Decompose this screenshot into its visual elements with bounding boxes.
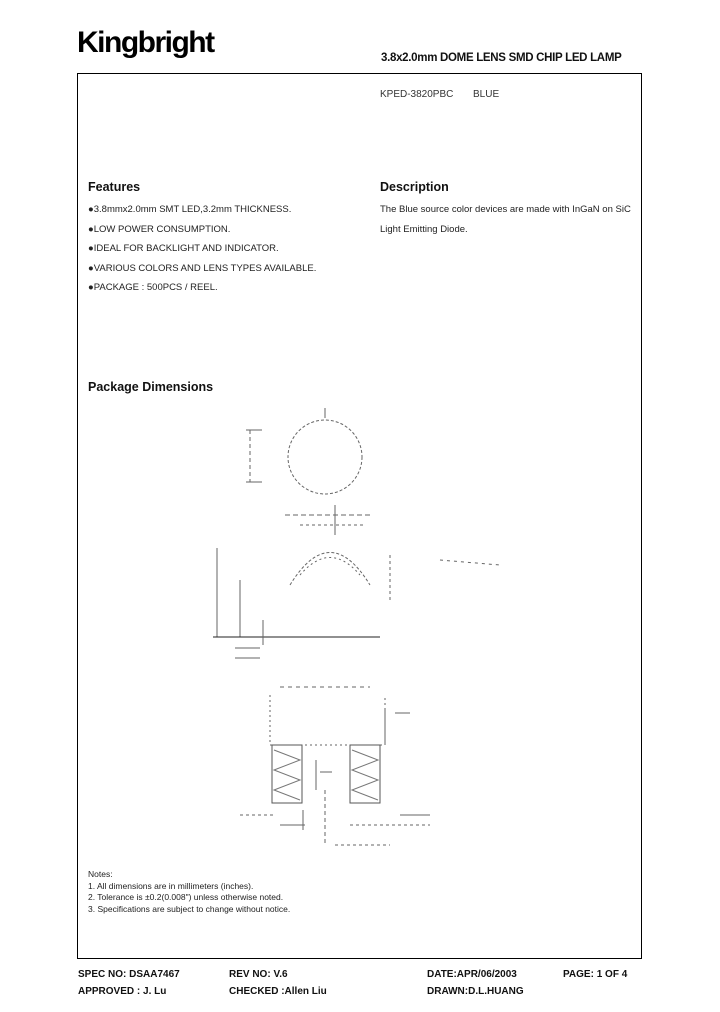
feature-item: ●LOW POWER CONSUMPTION. <box>88 223 231 235</box>
solder-pad-right <box>350 745 380 803</box>
note-item: 2. Tolerance is ±0.2(0.008") unless otherwise noted. <box>88 892 284 902</box>
page-number: PAGE: 1 OF 4 <box>563 969 628 980</box>
part-color: BLUE <box>473 89 500 100</box>
features-heading: Features <box>88 180 141 194</box>
feature-item: ●VARIOUS COLORS AND LENS TYPES AVAILABLE. <box>88 262 317 274</box>
feature-item: ●PACKAGE : 500PCS / REEL. <box>88 282 218 293</box>
top-view-lens <box>288 420 362 494</box>
package-heading: Package Dimensions <box>88 380 214 394</box>
note-item: 1. All dimensions are in millimeters (inches). <box>88 880 254 891</box>
feature-item: ●3.8mmx2.0mm SMT LED,3.2mm THICKNESS. <box>88 204 292 215</box>
notes-block <box>88 869 290 915</box>
checked-by: CHECKED :Allen Liu <box>229 986 327 997</box>
description-heading: Description <box>380 180 449 194</box>
side-view-dome <box>300 558 360 576</box>
pad-hatch <box>352 750 378 800</box>
document-title: 3.8x2.0mm DOME LENS SMD CHIP LED LAMP <box>381 52 622 64</box>
date: DATE:APR/06/2003 <box>427 969 517 980</box>
revision-number: REV NO: V.6 <box>229 969 288 980</box>
pad-hatch <box>274 750 300 800</box>
part-number: KPED-3820PBC <box>380 89 454 100</box>
bottom-view-body <box>270 695 385 745</box>
note-item: 3. Specifications are subject to change without notice. <box>88 903 291 914</box>
description-text: The Blue source color devices are made with InGaN on SiC Light Emitting Diode. <box>380 204 631 235</box>
dim-line <box>440 560 500 565</box>
spec-number: SPEC NO: DSAA7467 <box>78 969 180 980</box>
drawn-by: DRAWN:D.L.HUANG <box>427 986 524 997</box>
brand-logo: Kingbright <box>77 26 214 59</box>
solder-pad-left <box>272 745 302 803</box>
approved-by: APPROVED : J. Lu <box>78 986 167 997</box>
feature-item: ●IDEAL FOR BACKLIGHT AND INDICATOR. <box>88 243 279 254</box>
notes-title: Notes: <box>88 869 113 879</box>
